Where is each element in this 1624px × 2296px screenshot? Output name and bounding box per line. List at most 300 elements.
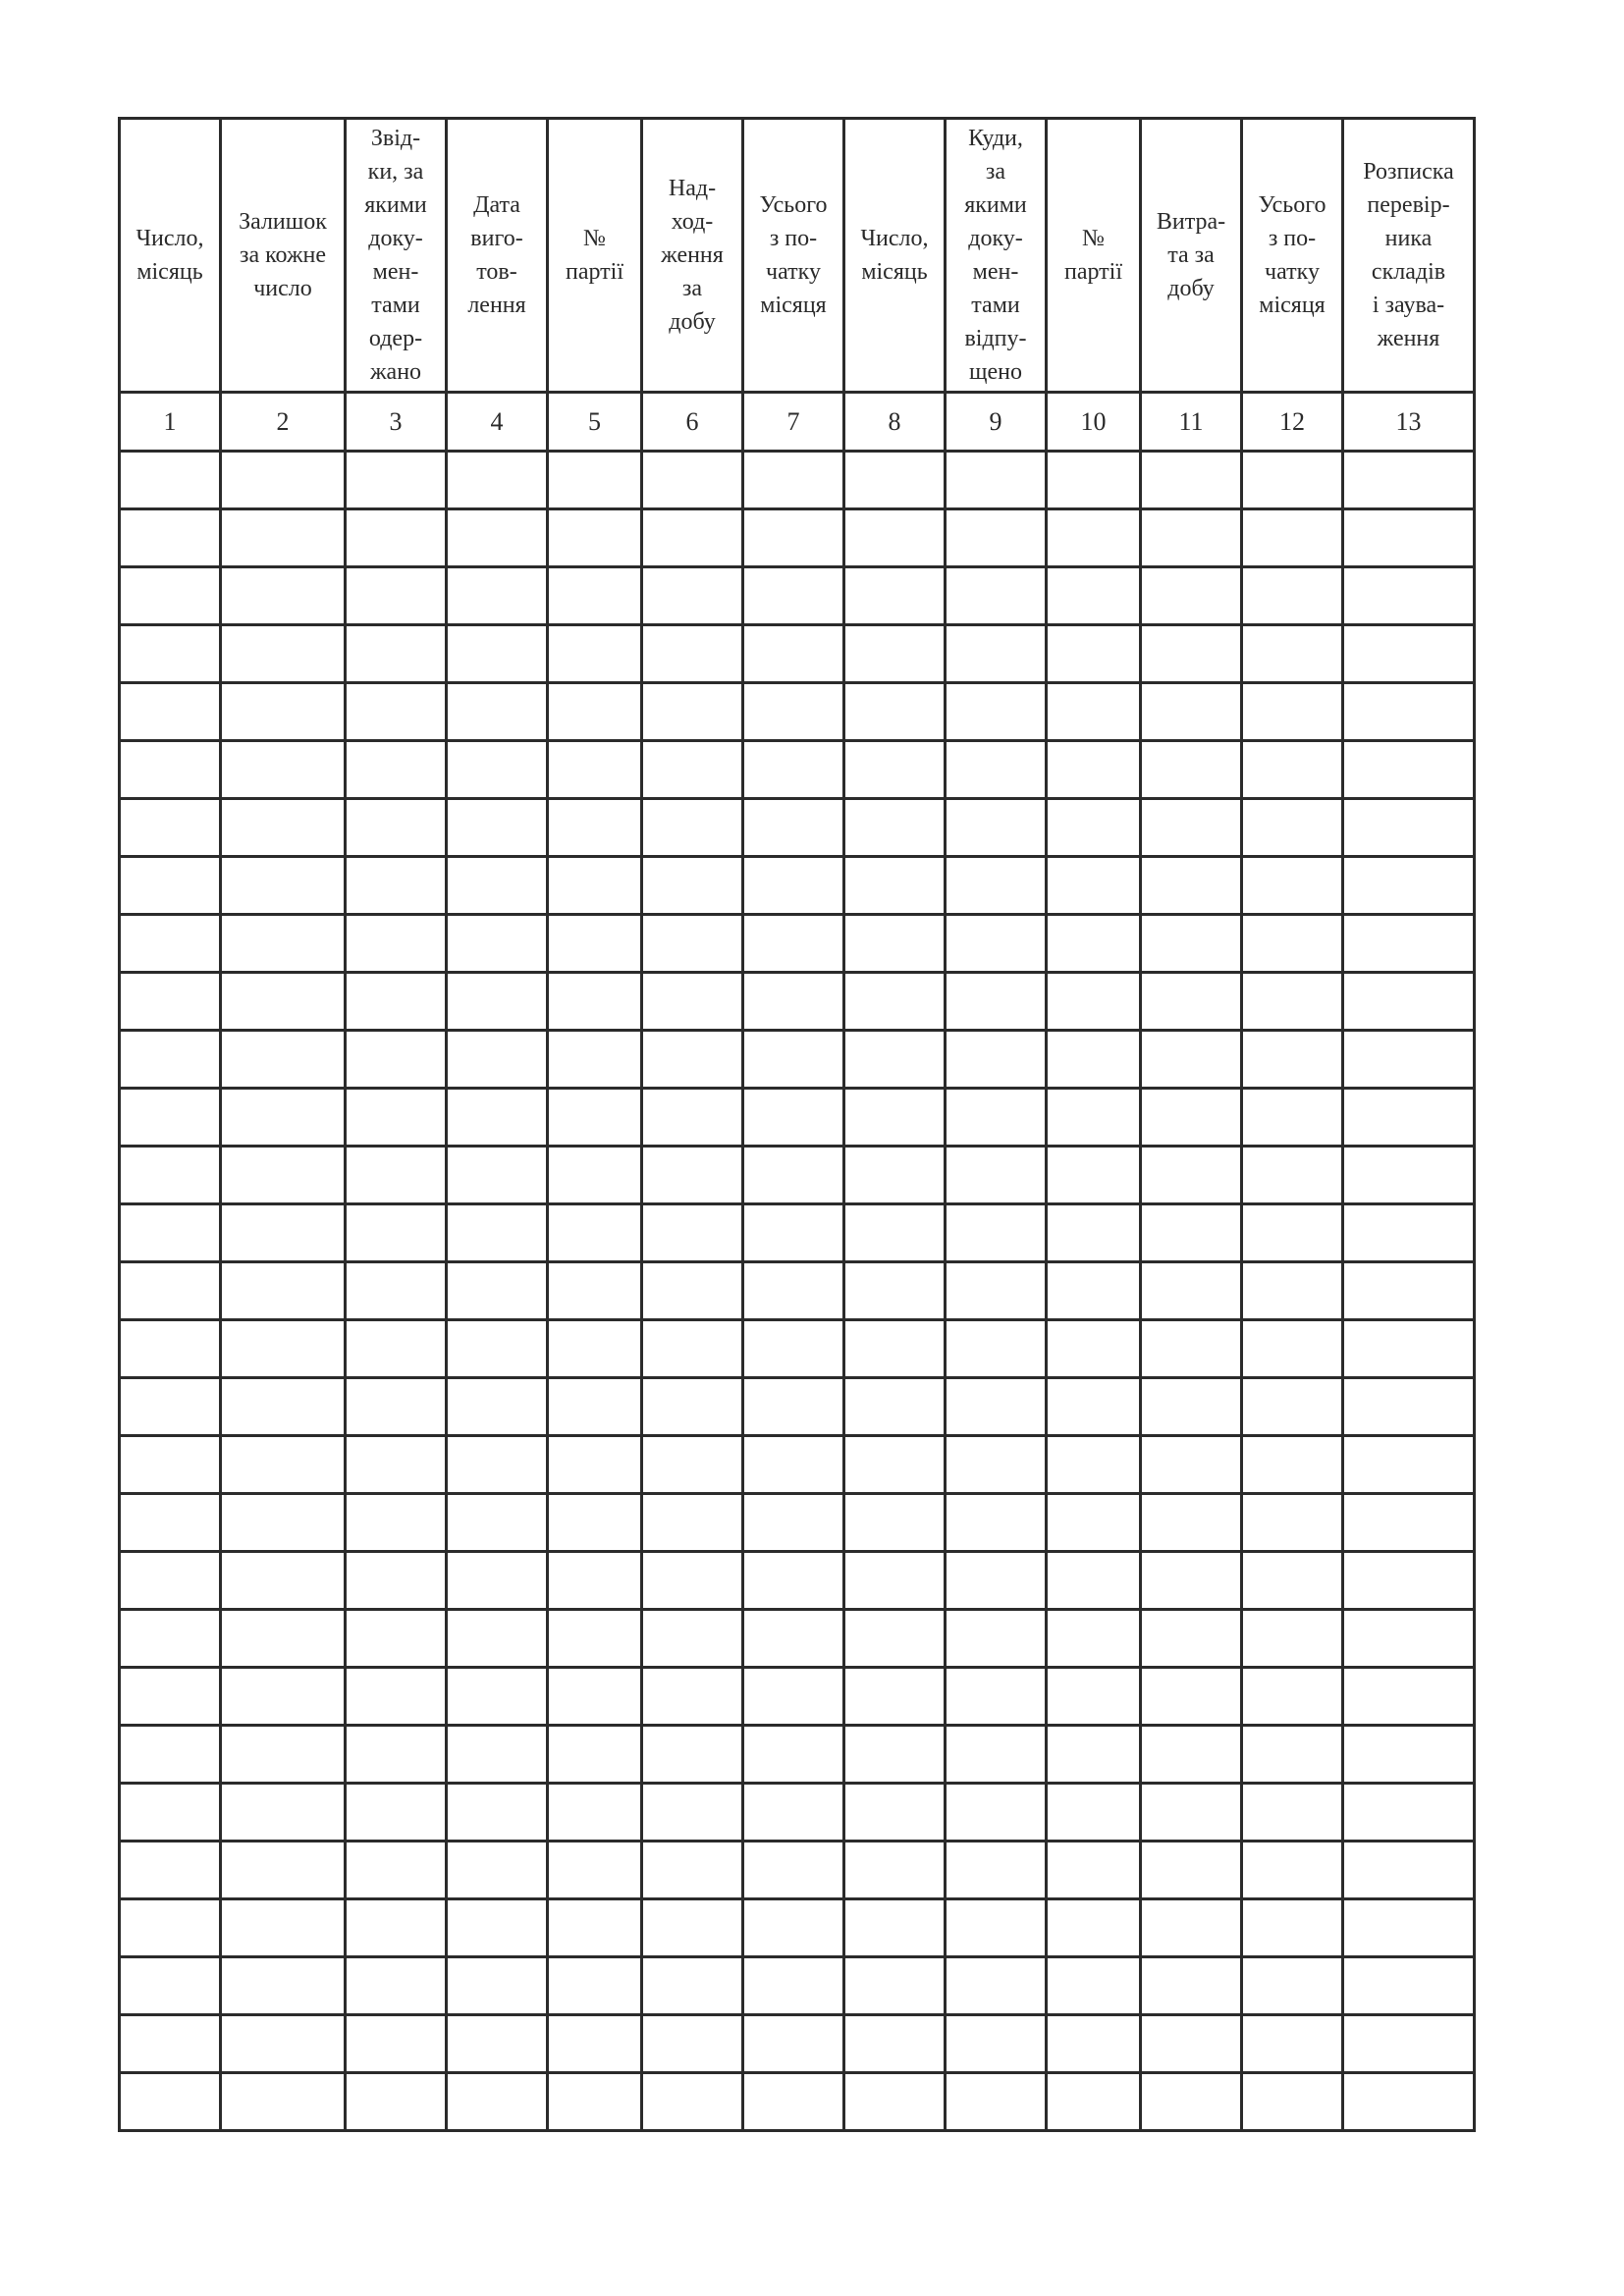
table-cell[interactable] <box>743 1899 844 1957</box>
table-cell[interactable] <box>548 1957 642 2015</box>
table-cell[interactable] <box>844 1147 946 1204</box>
table-cell[interactable] <box>844 2015 946 2073</box>
table-cell[interactable] <box>447 1262 548 1320</box>
table-cell[interactable] <box>120 2073 221 2131</box>
table-cell[interactable] <box>743 1494 844 1552</box>
table-cell[interactable] <box>120 857 221 915</box>
table-cell[interactable] <box>1343 1320 1475 1378</box>
table-cell[interactable] <box>548 1610 642 1668</box>
table-cell[interactable] <box>1141 1552 1242 1610</box>
table-cell[interactable] <box>120 1726 221 1784</box>
table-cell[interactable] <box>743 1436 844 1494</box>
table-cell[interactable] <box>1242 1784 1343 1842</box>
table-cell[interactable] <box>447 1668 548 1726</box>
table-cell[interactable] <box>1141 1262 1242 1320</box>
table-cell[interactable] <box>1141 1436 1242 1494</box>
table-cell[interactable] <box>447 741 548 799</box>
table-cell[interactable] <box>221 857 346 915</box>
table-cell[interactable] <box>1343 741 1475 799</box>
table-cell[interactable] <box>548 1089 642 1147</box>
table-cell[interactable] <box>120 973 221 1031</box>
table-cell[interactable] <box>642 452 743 509</box>
table-cell[interactable] <box>447 567 548 625</box>
table-cell[interactable] <box>946 741 1047 799</box>
table-cell[interactable] <box>642 973 743 1031</box>
table-cell[interactable] <box>1141 567 1242 625</box>
table-cell[interactable] <box>346 1668 447 1726</box>
table-cell[interactable] <box>1047 683 1141 741</box>
table-cell[interactable] <box>743 1147 844 1204</box>
table-cell[interactable] <box>1242 799 1343 857</box>
table-cell[interactable] <box>548 509 642 567</box>
table-cell[interactable] <box>1343 1899 1475 1957</box>
table-cell[interactable] <box>642 1494 743 1552</box>
table-cell[interactable] <box>447 1204 548 1262</box>
table-cell[interactable] <box>120 1262 221 1320</box>
table-cell[interactable] <box>1141 741 1242 799</box>
table-cell[interactable] <box>642 567 743 625</box>
table-cell[interactable] <box>120 567 221 625</box>
table-cell[interactable] <box>1141 799 1242 857</box>
table-cell[interactable] <box>548 915 642 973</box>
table-cell[interactable] <box>1242 2073 1343 2131</box>
table-cell[interactable] <box>743 452 844 509</box>
table-cell[interactable] <box>946 625 1047 683</box>
table-cell[interactable] <box>548 799 642 857</box>
table-cell[interactable] <box>346 1378 447 1436</box>
table-cell[interactable] <box>120 509 221 567</box>
table-cell[interactable] <box>1242 1378 1343 1436</box>
table-cell[interactable] <box>447 1089 548 1147</box>
table-cell[interactable] <box>447 2015 548 2073</box>
table-cell[interactable] <box>1343 1668 1475 1726</box>
table-cell[interactable] <box>548 2015 642 2073</box>
table-cell[interactable] <box>447 452 548 509</box>
table-cell[interactable] <box>642 1031 743 1089</box>
table-cell[interactable] <box>221 1147 346 1204</box>
table-cell[interactable] <box>120 1147 221 1204</box>
table-cell[interactable] <box>946 1378 1047 1436</box>
table-cell[interactable] <box>743 625 844 683</box>
table-cell[interactable] <box>844 1957 946 2015</box>
table-cell[interactable] <box>1343 683 1475 741</box>
table-cell[interactable] <box>346 799 447 857</box>
table-cell[interactable] <box>346 683 447 741</box>
table-cell[interactable] <box>447 1031 548 1089</box>
table-cell[interactable] <box>946 1842 1047 1899</box>
table-cell[interactable] <box>346 1031 447 1089</box>
table-cell[interactable] <box>1242 1031 1343 1089</box>
table-cell[interactable] <box>1047 509 1141 567</box>
table-cell[interactable] <box>1343 1842 1475 1899</box>
table-cell[interactable] <box>1242 509 1343 567</box>
table-cell[interactable] <box>1141 1899 1242 1957</box>
table-cell[interactable] <box>1242 973 1343 1031</box>
table-cell[interactable] <box>1343 1494 1475 1552</box>
table-cell[interactable] <box>743 2073 844 2131</box>
table-cell[interactable] <box>946 1089 1047 1147</box>
table-cell[interactable] <box>221 1726 346 1784</box>
table-cell[interactable] <box>120 915 221 973</box>
table-cell[interactable] <box>447 625 548 683</box>
table-cell[interactable] <box>1047 973 1141 1031</box>
table-cell[interactable] <box>844 1610 946 1668</box>
table-cell[interactable] <box>346 1320 447 1378</box>
table-cell[interactable] <box>1343 567 1475 625</box>
table-cell[interactable] <box>844 915 946 973</box>
table-cell[interactable] <box>120 1552 221 1610</box>
table-cell[interactable] <box>1047 1726 1141 1784</box>
table-cell[interactable] <box>1047 1262 1141 1320</box>
table-cell[interactable] <box>346 857 447 915</box>
table-cell[interactable] <box>844 1784 946 1842</box>
table-cell[interactable] <box>120 1320 221 1378</box>
table-cell[interactable] <box>844 567 946 625</box>
table-cell[interactable] <box>1242 741 1343 799</box>
table-cell[interactable] <box>1047 1957 1141 2015</box>
table-cell[interactable] <box>1047 1494 1141 1552</box>
table-cell[interactable] <box>1242 1842 1343 1899</box>
table-cell[interactable] <box>1343 973 1475 1031</box>
table-cell[interactable] <box>946 1668 1047 1726</box>
table-cell[interactable] <box>642 1668 743 1726</box>
table-cell[interactable] <box>447 973 548 1031</box>
table-cell[interactable] <box>844 1842 946 1899</box>
table-cell[interactable] <box>1242 1552 1343 1610</box>
table-cell[interactable] <box>743 567 844 625</box>
table-cell[interactable] <box>346 1494 447 1552</box>
table-cell[interactable] <box>447 1378 548 1436</box>
table-cell[interactable] <box>642 1436 743 1494</box>
table-cell[interactable] <box>120 1031 221 1089</box>
table-cell[interactable] <box>1047 1320 1141 1378</box>
table-cell[interactable] <box>844 1552 946 1610</box>
table-cell[interactable] <box>743 799 844 857</box>
table-cell[interactable] <box>1141 1726 1242 1784</box>
table-cell[interactable] <box>346 567 447 625</box>
table-cell[interactable] <box>548 683 642 741</box>
table-cell[interactable] <box>548 741 642 799</box>
table-cell[interactable] <box>447 1957 548 2015</box>
table-cell[interactable] <box>1242 567 1343 625</box>
table-cell[interactable] <box>346 2015 447 2073</box>
table-cell[interactable] <box>844 683 946 741</box>
table-cell[interactable] <box>548 1899 642 1957</box>
table-cell[interactable] <box>1343 1726 1475 1784</box>
table-cell[interactable] <box>1141 973 1242 1031</box>
table-cell[interactable] <box>1141 1668 1242 1726</box>
table-cell[interactable] <box>1242 625 1343 683</box>
table-cell[interactable] <box>946 1494 1047 1552</box>
table-cell[interactable] <box>1343 625 1475 683</box>
table-cell[interactable] <box>548 1668 642 1726</box>
table-cell[interactable] <box>743 509 844 567</box>
table-cell[interactable] <box>1141 1957 1242 2015</box>
table-cell[interactable] <box>1242 1957 1343 2015</box>
table-cell[interactable] <box>1141 857 1242 915</box>
table-cell[interactable] <box>642 2073 743 2131</box>
table-cell[interactable] <box>1242 452 1343 509</box>
table-cell[interactable] <box>642 1610 743 1668</box>
table-cell[interactable] <box>346 1726 447 1784</box>
table-cell[interactable] <box>346 1204 447 1262</box>
table-cell[interactable] <box>1242 2015 1343 2073</box>
table-cell[interactable] <box>1141 1610 1242 1668</box>
table-cell[interactable] <box>447 1610 548 1668</box>
table-cell[interactable] <box>844 1436 946 1494</box>
table-cell[interactable] <box>447 1320 548 1378</box>
table-cell[interactable] <box>221 2015 346 2073</box>
table-cell[interactable] <box>221 683 346 741</box>
table-cell[interactable] <box>946 1957 1047 2015</box>
table-cell[interactable] <box>221 452 346 509</box>
table-cell[interactable] <box>1141 1842 1242 1899</box>
table-cell[interactable] <box>1047 1668 1141 1726</box>
table-cell[interactable] <box>1343 1436 1475 1494</box>
table-cell[interactable] <box>1047 1147 1141 1204</box>
table-cell[interactable] <box>221 1436 346 1494</box>
table-cell[interactable] <box>743 973 844 1031</box>
table-cell[interactable] <box>946 1147 1047 1204</box>
table-cell[interactable] <box>548 1436 642 1494</box>
table-cell[interactable] <box>1343 799 1475 857</box>
table-cell[interactable] <box>946 1899 1047 1957</box>
table-cell[interactable] <box>1343 1262 1475 1320</box>
table-cell[interactable] <box>844 509 946 567</box>
table-cell[interactable] <box>1343 1552 1475 1610</box>
table-cell[interactable] <box>548 1147 642 1204</box>
table-cell[interactable] <box>120 1378 221 1436</box>
table-cell[interactable] <box>221 1320 346 1378</box>
table-cell[interactable] <box>642 1262 743 1320</box>
table-cell[interactable] <box>1047 1436 1141 1494</box>
table-cell[interactable] <box>548 1842 642 1899</box>
table-cell[interactable] <box>1343 1089 1475 1147</box>
table-cell[interactable] <box>844 1726 946 1784</box>
table-cell[interactable] <box>447 683 548 741</box>
table-cell[interactable] <box>346 1957 447 2015</box>
table-cell[interactable] <box>120 799 221 857</box>
table-cell[interactable] <box>1242 857 1343 915</box>
table-cell[interactable] <box>1343 2073 1475 2131</box>
table-cell[interactable] <box>346 1089 447 1147</box>
table-cell[interactable] <box>120 1784 221 1842</box>
table-cell[interactable] <box>120 1899 221 1957</box>
table-cell[interactable] <box>1047 1899 1141 1957</box>
table-cell[interactable] <box>946 1436 1047 1494</box>
table-cell[interactable] <box>743 1842 844 1899</box>
table-cell[interactable] <box>1047 1089 1141 1147</box>
table-cell[interactable] <box>548 1204 642 1262</box>
table-cell[interactable] <box>743 741 844 799</box>
table-cell[interactable] <box>346 2073 447 2131</box>
table-cell[interactable] <box>120 2015 221 2073</box>
table-cell[interactable] <box>642 1147 743 1204</box>
table-cell[interactable] <box>447 799 548 857</box>
table-cell[interactable] <box>1141 452 1242 509</box>
table-cell[interactable] <box>221 625 346 683</box>
table-cell[interactable] <box>120 1610 221 1668</box>
table-cell[interactable] <box>1047 915 1141 973</box>
table-cell[interactable] <box>1141 625 1242 683</box>
table-cell[interactable] <box>743 1262 844 1320</box>
table-cell[interactable] <box>1343 857 1475 915</box>
table-cell[interactable] <box>1141 683 1242 741</box>
table-cell[interactable] <box>642 1899 743 1957</box>
table-cell[interactable] <box>1242 915 1343 973</box>
table-cell[interactable] <box>743 1726 844 1784</box>
table-cell[interactable] <box>1242 1089 1343 1147</box>
table-cell[interactable] <box>743 1204 844 1262</box>
table-cell[interactable] <box>221 1957 346 2015</box>
table-cell[interactable] <box>743 857 844 915</box>
table-cell[interactable] <box>1242 1320 1343 1378</box>
table-cell[interactable] <box>844 2073 946 2131</box>
table-cell[interactable] <box>946 1262 1047 1320</box>
table-cell[interactable] <box>221 741 346 799</box>
table-cell[interactable] <box>447 1842 548 1899</box>
table-cell[interactable] <box>221 1262 346 1320</box>
table-cell[interactable] <box>946 2015 1047 2073</box>
table-cell[interactable] <box>221 915 346 973</box>
table-cell[interactable] <box>120 1842 221 1899</box>
table-cell[interactable] <box>1141 1147 1242 1204</box>
table-cell[interactable] <box>221 1842 346 1899</box>
table-cell[interactable] <box>447 915 548 973</box>
table-cell[interactable] <box>447 1436 548 1494</box>
table-cell[interactable] <box>743 2015 844 2073</box>
table-cell[interactable] <box>844 741 946 799</box>
table-cell[interactable] <box>120 625 221 683</box>
table-cell[interactable] <box>844 625 946 683</box>
table-cell[interactable] <box>844 1089 946 1147</box>
table-cell[interactable] <box>221 1031 346 1089</box>
table-cell[interactable] <box>1343 1378 1475 1436</box>
table-cell[interactable] <box>221 799 346 857</box>
table-cell[interactable] <box>946 509 1047 567</box>
table-cell[interactable] <box>743 1784 844 1842</box>
table-cell[interactable] <box>1047 567 1141 625</box>
table-cell[interactable] <box>1242 1494 1343 1552</box>
table-cell[interactable] <box>1047 1552 1141 1610</box>
table-cell[interactable] <box>1047 799 1141 857</box>
table-cell[interactable] <box>1141 1494 1242 1552</box>
table-cell[interactable] <box>946 857 1047 915</box>
table-cell[interactable] <box>1047 2015 1141 2073</box>
table-cell[interactable] <box>447 1899 548 1957</box>
table-cell[interactable] <box>120 1089 221 1147</box>
table-cell[interactable] <box>1141 2073 1242 2131</box>
table-cell[interactable] <box>221 1899 346 1957</box>
table-cell[interactable] <box>642 741 743 799</box>
table-cell[interactable] <box>844 1668 946 1726</box>
table-cell[interactable] <box>1242 683 1343 741</box>
table-cell[interactable] <box>1141 2015 1242 2073</box>
table-cell[interactable] <box>447 1147 548 1204</box>
table-cell[interactable] <box>946 973 1047 1031</box>
table-cell[interactable] <box>844 973 946 1031</box>
table-cell[interactable] <box>548 1552 642 1610</box>
table-cell[interactable] <box>447 857 548 915</box>
table-cell[interactable] <box>346 1552 447 1610</box>
table-cell[interactable] <box>743 1552 844 1610</box>
table-cell[interactable] <box>743 683 844 741</box>
table-cell[interactable] <box>346 1147 447 1204</box>
table-cell[interactable] <box>1242 1610 1343 1668</box>
table-cell[interactable] <box>1343 1147 1475 1204</box>
table-cell[interactable] <box>346 1784 447 1842</box>
table-cell[interactable] <box>548 567 642 625</box>
table-cell[interactable] <box>1242 1436 1343 1494</box>
table-cell[interactable] <box>548 1784 642 1842</box>
table-cell[interactable] <box>1047 857 1141 915</box>
table-cell[interactable] <box>743 1668 844 1726</box>
table-cell[interactable] <box>642 1089 743 1147</box>
table-cell[interactable] <box>642 683 743 741</box>
table-cell[interactable] <box>1141 1784 1242 1842</box>
table-cell[interactable] <box>1047 452 1141 509</box>
table-cell[interactable] <box>548 1320 642 1378</box>
table-cell[interactable] <box>1047 1842 1141 1899</box>
table-cell[interactable] <box>1242 1262 1343 1320</box>
table-cell[interactable] <box>346 1899 447 1957</box>
table-cell[interactable] <box>1141 1089 1242 1147</box>
table-cell[interactable] <box>1141 1031 1242 1089</box>
table-cell[interactable] <box>120 1204 221 1262</box>
table-cell[interactable] <box>1343 915 1475 973</box>
table-cell[interactable] <box>642 625 743 683</box>
table-cell[interactable] <box>548 1378 642 1436</box>
table-cell[interactable] <box>946 2073 1047 2131</box>
table-cell[interactable] <box>844 799 946 857</box>
table-cell[interactable] <box>548 2073 642 2131</box>
table-cell[interactable] <box>1141 1204 1242 1262</box>
table-cell[interactable] <box>548 1726 642 1784</box>
table-cell[interactable] <box>346 915 447 973</box>
table-cell[interactable] <box>1343 2015 1475 2073</box>
table-cell[interactable] <box>346 741 447 799</box>
table-cell[interactable] <box>642 509 743 567</box>
table-cell[interactable] <box>642 1784 743 1842</box>
table-cell[interactable] <box>548 1031 642 1089</box>
table-cell[interactable] <box>743 1320 844 1378</box>
table-cell[interactable] <box>844 1494 946 1552</box>
table-cell[interactable] <box>1242 1147 1343 1204</box>
table-cell[interactable] <box>844 1899 946 1957</box>
table-cell[interactable] <box>447 1494 548 1552</box>
table-cell[interactable] <box>1047 1031 1141 1089</box>
table-cell[interactable] <box>548 973 642 1031</box>
table-cell[interactable] <box>221 1552 346 1610</box>
table-cell[interactable] <box>346 1610 447 1668</box>
table-cell[interactable] <box>120 683 221 741</box>
table-cell[interactable] <box>1343 1784 1475 1842</box>
table-cell[interactable] <box>642 1378 743 1436</box>
table-cell[interactable] <box>447 1552 548 1610</box>
table-cell[interactable] <box>1047 625 1141 683</box>
table-cell[interactable] <box>946 1610 1047 1668</box>
table-cell[interactable] <box>221 1784 346 1842</box>
table-cell[interactable] <box>346 509 447 567</box>
table-cell[interactable] <box>1242 1899 1343 1957</box>
table-cell[interactable] <box>1242 1204 1343 1262</box>
table-cell[interactable] <box>642 1552 743 1610</box>
table-cell[interactable] <box>221 2073 346 2131</box>
table-cell[interactable] <box>642 799 743 857</box>
table-cell[interactable] <box>844 1204 946 1262</box>
table-cell[interactable] <box>346 973 447 1031</box>
table-cell[interactable] <box>1047 741 1141 799</box>
